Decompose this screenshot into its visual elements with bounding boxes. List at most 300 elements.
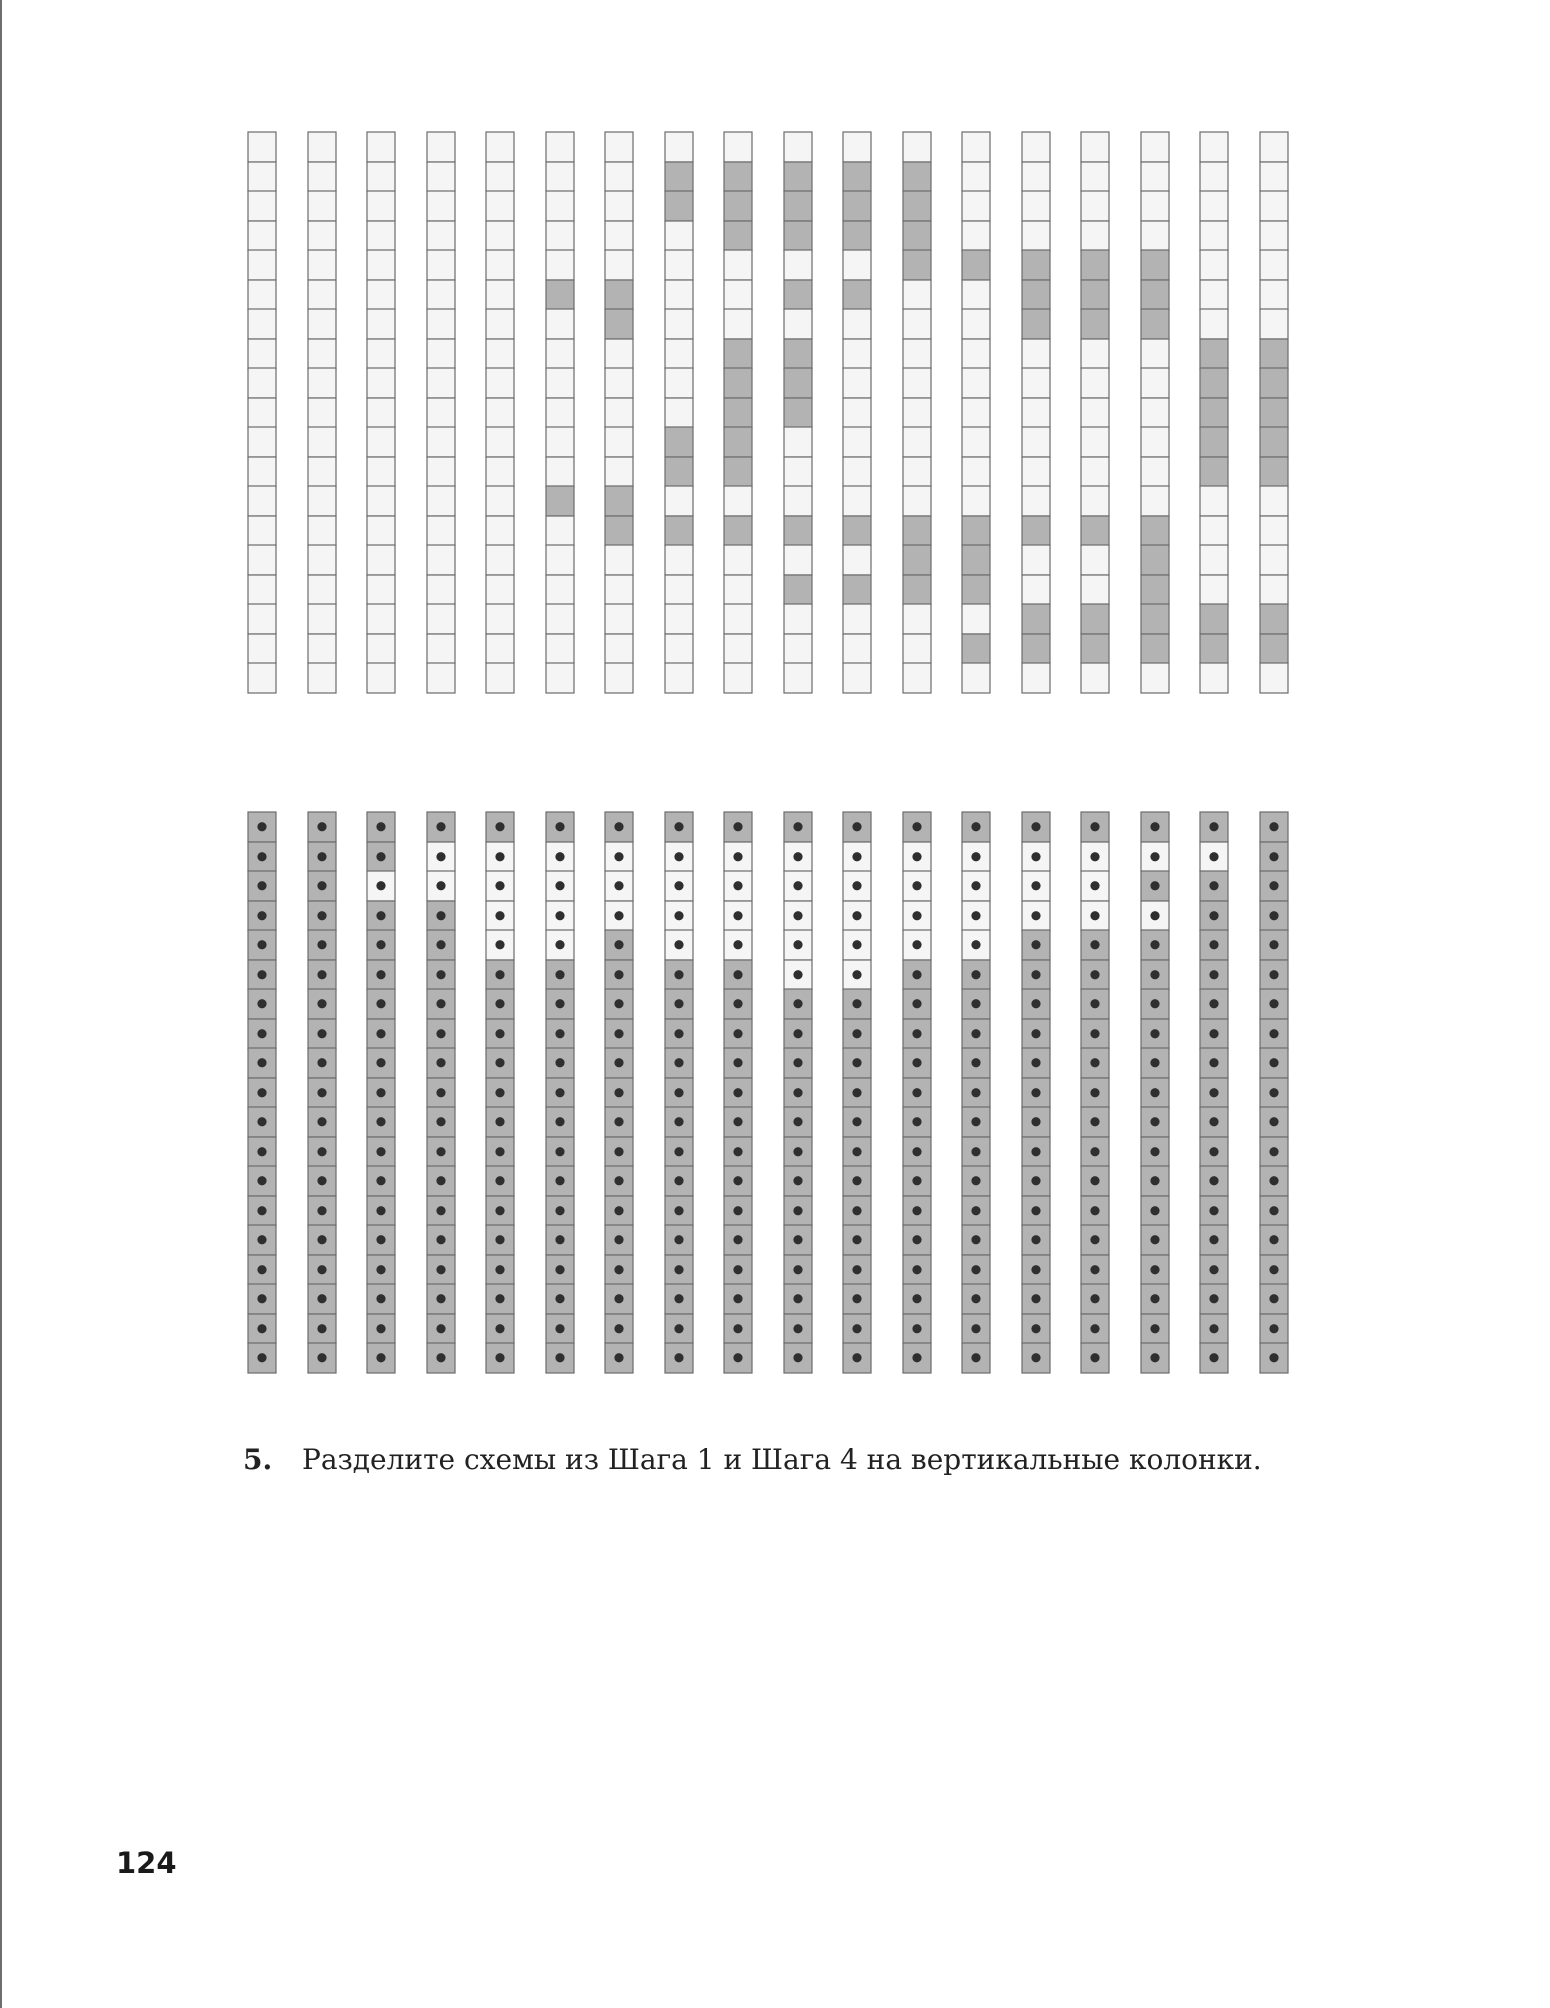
- scheme-cell: [843, 250, 871, 280]
- scheme-cell: [1200, 604, 1228, 634]
- cell-dot: [1090, 881, 1099, 890]
- cell-dot: [1150, 940, 1159, 949]
- cell-dot: [733, 1088, 742, 1097]
- cell-dot: [436, 822, 445, 831]
- scheme-cell: [248, 280, 276, 310]
- cell-dot: [971, 999, 980, 1008]
- scheme-cell: [665, 545, 693, 575]
- scheme-cell: [308, 280, 336, 310]
- scheme-cell: [784, 280, 812, 310]
- scheme-cell: [784, 221, 812, 251]
- cell-dot: [495, 1029, 504, 1038]
- cell-dot: [793, 940, 802, 949]
- cell-dot: [257, 911, 266, 920]
- cell-dot: [555, 999, 564, 1008]
- scheme-cell: [1022, 339, 1050, 369]
- cell-dot: [436, 1353, 445, 1362]
- cell-dot: [495, 881, 504, 890]
- cell-dot: [912, 1117, 921, 1126]
- cell-dot: [1209, 852, 1218, 861]
- scheme_columns_step4-column-18: [1260, 812, 1288, 1373]
- scheme-cell: [427, 398, 455, 428]
- scheme-cell: [724, 162, 752, 192]
- scheme-cell: [843, 339, 871, 369]
- cell-dot: [1150, 1235, 1159, 1244]
- scheme-cell: [962, 427, 990, 457]
- cell-dot: [317, 1235, 326, 1244]
- cell-dot: [495, 1117, 504, 1126]
- cell-dot: [971, 1265, 980, 1274]
- scheme-cell: [784, 604, 812, 634]
- scheme_columns_step4-column-10: [784, 812, 812, 1373]
- scheme-cell: [724, 191, 752, 221]
- cell-dot: [1031, 1235, 1040, 1244]
- scheme-cell: [605, 132, 633, 162]
- cell-dot: [317, 852, 326, 861]
- cell-dot: [971, 1088, 980, 1097]
- scheme-cell: [546, 663, 574, 693]
- cell-dot: [674, 1294, 683, 1303]
- cell-dot: [436, 940, 445, 949]
- cell-dot: [555, 852, 564, 861]
- cell-dot: [317, 999, 326, 1008]
- scheme_columns_step4-column-4: [427, 812, 455, 1373]
- scheme-cell: [784, 398, 812, 428]
- scheme-cell: [903, 427, 931, 457]
- cell-dot: [376, 881, 385, 890]
- scheme-cell: [486, 162, 514, 192]
- scheme-cell: [1200, 309, 1228, 339]
- scheme-cell: [546, 191, 574, 221]
- scheme-cell: [665, 516, 693, 546]
- cell-dot: [852, 1088, 861, 1097]
- cell-dot: [852, 1294, 861, 1303]
- cell-dot: [376, 1147, 385, 1156]
- cell-dot: [555, 1324, 564, 1333]
- scheme-cell: [784, 516, 812, 546]
- scheme-cell: [1141, 309, 1169, 339]
- cell-dot: [674, 881, 683, 890]
- scheme_columns_step4-column-5: [486, 812, 514, 1373]
- cell-dot: [852, 852, 861, 861]
- scheme-cell: [605, 575, 633, 605]
- cell-dot: [733, 822, 742, 831]
- scheme-cell: [1141, 575, 1169, 605]
- cell-dot: [733, 1176, 742, 1185]
- cell-dot: [793, 1294, 802, 1303]
- cell-dot: [1269, 1029, 1278, 1038]
- scheme-cell: [843, 398, 871, 428]
- scheme-cell: [724, 427, 752, 457]
- cell-dot: [1031, 1294, 1040, 1303]
- cell-dot: [1269, 1265, 1278, 1274]
- scheme-cell: [1141, 221, 1169, 251]
- cell-dot: [733, 1117, 742, 1126]
- cell-dot: [1209, 940, 1218, 949]
- cell-dot: [614, 1029, 623, 1038]
- scheme-cell: [1081, 221, 1109, 251]
- cell-dot: [1209, 1147, 1218, 1156]
- scheme-cell: [1260, 162, 1288, 192]
- scheme_columns_step1-column-7: [605, 132, 633, 693]
- cell-dot: [257, 1117, 266, 1126]
- cell-dot: [852, 1206, 861, 1215]
- scheme-cell: [724, 604, 752, 634]
- scheme-cell: [605, 398, 633, 428]
- scheme-cell: [665, 280, 693, 310]
- scheme-cell: [546, 575, 574, 605]
- scheme-cell: [784, 132, 812, 162]
- scheme-cell: [784, 368, 812, 398]
- scheme-cell: [665, 604, 693, 634]
- cell-dot: [971, 1235, 980, 1244]
- scheme-cell: [724, 309, 752, 339]
- scheme-cell: [903, 162, 931, 192]
- cell-dot: [852, 881, 861, 890]
- cell-dot: [436, 1117, 445, 1126]
- scheme-cell: [1081, 457, 1109, 487]
- scheme-cell: [308, 634, 336, 664]
- cell-dot: [733, 1265, 742, 1274]
- cell-dot: [1150, 911, 1159, 920]
- scheme-cell: [605, 663, 633, 693]
- scheme-cell: [1200, 575, 1228, 605]
- cell-dot: [1209, 881, 1218, 890]
- scheme_columns_step1-column-2: [308, 132, 336, 693]
- scheme-cell: [1022, 663, 1050, 693]
- scheme-cell: [427, 663, 455, 693]
- cell-dot: [495, 1265, 504, 1274]
- cell-dot: [1090, 852, 1099, 861]
- cell-dot: [614, 1176, 623, 1185]
- scheme-cell: [308, 162, 336, 192]
- scheme-cell: [308, 427, 336, 457]
- scheme-cell: [665, 162, 693, 192]
- scheme-cell: [1260, 604, 1288, 634]
- scheme-cell: [248, 545, 276, 575]
- scheme-cell: [784, 663, 812, 693]
- cell-dot: [376, 940, 385, 949]
- scheme-cell: [1081, 545, 1109, 575]
- cell-dot: [376, 1324, 385, 1333]
- scheme-cell: [784, 339, 812, 369]
- scheme-cell: [367, 339, 395, 369]
- scheme-cell: [1200, 280, 1228, 310]
- scheme-cell: [784, 427, 812, 457]
- cell-dot: [1031, 911, 1040, 920]
- cell-dot: [1090, 1176, 1099, 1185]
- scheme-cell: [486, 427, 514, 457]
- scheme-cell: [605, 162, 633, 192]
- cell-dot: [436, 1176, 445, 1185]
- cell-dot: [555, 1265, 564, 1274]
- cell-dot: [733, 911, 742, 920]
- cell-dot: [674, 1058, 683, 1067]
- cell-dot: [614, 940, 623, 949]
- cell-dot: [376, 1117, 385, 1126]
- scheme-cell: [1200, 545, 1228, 575]
- scheme-cell: [486, 486, 514, 516]
- cell-dot: [1209, 1088, 1218, 1097]
- scheme-cell: [724, 545, 752, 575]
- cell-dot: [971, 822, 980, 831]
- scheme-cell: [1081, 575, 1109, 605]
- scheme-cell: [367, 427, 395, 457]
- cell-dot: [852, 1176, 861, 1185]
- cell-dot: [1269, 1324, 1278, 1333]
- scheme-cell: [546, 132, 574, 162]
- cell-dot: [436, 1235, 445, 1244]
- scheme-cell: [1141, 250, 1169, 280]
- scheme-cell: [724, 516, 752, 546]
- cell-dot: [555, 1088, 564, 1097]
- cell-dot: [971, 970, 980, 979]
- scheme-cell: [843, 457, 871, 487]
- cell-dot: [614, 999, 623, 1008]
- cell-dot: [1031, 1088, 1040, 1097]
- scheme-cell: [486, 545, 514, 575]
- cell-dot: [971, 852, 980, 861]
- cell-dot: [317, 940, 326, 949]
- cell-dot: [495, 1353, 504, 1362]
- cell-dot: [495, 970, 504, 979]
- scheme-cell: [1200, 132, 1228, 162]
- cell-dot: [1031, 1147, 1040, 1156]
- cell-dot: [1031, 1265, 1040, 1274]
- cell-dot: [971, 940, 980, 949]
- cell-dot: [674, 911, 683, 920]
- cell-dot: [1150, 999, 1159, 1008]
- scheme_columns_step4-column-17: [1200, 812, 1228, 1373]
- scheme-cell: [962, 457, 990, 487]
- scheme-cell: [665, 457, 693, 487]
- cell-dot: [971, 1294, 980, 1303]
- cell-dot: [912, 911, 921, 920]
- cell-dot: [674, 1088, 683, 1097]
- scheme-cell: [308, 457, 336, 487]
- cell-dot: [793, 1206, 802, 1215]
- cell-dot: [614, 1206, 623, 1215]
- scheme-cell: [665, 398, 693, 428]
- cell-dot: [257, 1147, 266, 1156]
- scheme-cell: [962, 132, 990, 162]
- cell-dot: [1269, 852, 1278, 861]
- scheme-cell: [486, 309, 514, 339]
- scheme_columns_step1-column-13: [962, 132, 990, 693]
- scheme-cell: [308, 663, 336, 693]
- scheme-cell: [665, 427, 693, 457]
- scheme-cell: [427, 545, 455, 575]
- scheme-cell: [1260, 339, 1288, 369]
- cell-dot: [971, 1206, 980, 1215]
- scheme-cell: [546, 368, 574, 398]
- scheme-cell: [1260, 132, 1288, 162]
- cell-dot: [733, 1294, 742, 1303]
- cell-dot: [1269, 970, 1278, 979]
- scheme-cell: [665, 309, 693, 339]
- scheme_columns_step1-column-6: [546, 132, 574, 693]
- scheme-cell: [605, 250, 633, 280]
- scheme-cell: [665, 575, 693, 605]
- cell-dot: [257, 1294, 266, 1303]
- scheme-cell: [903, 280, 931, 310]
- scheme-cell: [903, 575, 931, 605]
- scheme-cell: [843, 162, 871, 192]
- scheme-cell: [248, 221, 276, 251]
- cell-dot: [1269, 1088, 1278, 1097]
- cell-dot: [674, 1235, 683, 1244]
- scheme-cell: [308, 339, 336, 369]
- cell-dot: [912, 1324, 921, 1333]
- cell-dot: [495, 1206, 504, 1215]
- scheme-cell: [1081, 280, 1109, 310]
- scheme-cell: [962, 663, 990, 693]
- scheme-cell: [1260, 309, 1288, 339]
- cell-dot: [852, 822, 861, 831]
- scheme-columns-step4-svg: [248, 812, 1318, 1382]
- cell-dot: [733, 999, 742, 1008]
- scheme-cell: [605, 516, 633, 546]
- scheme_columns_step1-column-17: [1200, 132, 1228, 693]
- cell-dot: [912, 1029, 921, 1038]
- cell-dot: [674, 852, 683, 861]
- step-instruction: [243, 1438, 1343, 1482]
- cell-dot: [1269, 1147, 1278, 1156]
- scheme-columns-step1-svg: [248, 132, 1318, 702]
- scheme-cell: [605, 280, 633, 310]
- scheme-cell: [665, 368, 693, 398]
- cell-dot: [436, 1206, 445, 1215]
- cell-dot: [793, 822, 802, 831]
- scheme-cell: [1022, 604, 1050, 634]
- cell-dot: [614, 1088, 623, 1097]
- scheme-cell: [784, 250, 812, 280]
- cell-dot: [495, 911, 504, 920]
- scheme-cell: [665, 191, 693, 221]
- cell-dot: [317, 1353, 326, 1362]
- scheme-cell: [367, 398, 395, 428]
- cell-dot: [555, 1058, 564, 1067]
- scheme-cell: [546, 486, 574, 516]
- cell-dot: [317, 881, 326, 890]
- cell-dot: [674, 822, 683, 831]
- cell-dot: [495, 1058, 504, 1067]
- scheme-cell: [1022, 162, 1050, 192]
- scheme-cell: [1141, 339, 1169, 369]
- scheme-cell: [1081, 132, 1109, 162]
- cell-dot: [733, 1029, 742, 1038]
- scheme-cell: [605, 191, 633, 221]
- cell-dot: [317, 1265, 326, 1274]
- scheme-cell: [248, 427, 276, 457]
- scheme-cell: [248, 575, 276, 605]
- scheme_columns_step4-column-15: [1081, 812, 1109, 1373]
- scheme-cell: [546, 398, 574, 428]
- scheme-cell: [486, 398, 514, 428]
- cell-dot: [1031, 970, 1040, 979]
- scheme-cell: [843, 191, 871, 221]
- scheme-cell: [1022, 250, 1050, 280]
- scheme-cell: [486, 604, 514, 634]
- cell-dot: [257, 1029, 266, 1038]
- cell-dot: [1031, 1029, 1040, 1038]
- scheme-cell: [248, 132, 276, 162]
- scheme-cell: [308, 398, 336, 428]
- scheme-cell: [1260, 280, 1288, 310]
- scheme-cell: [1081, 516, 1109, 546]
- cell-dot: [555, 822, 564, 831]
- scheme-cell: [546, 162, 574, 192]
- scheme-cell: [724, 663, 752, 693]
- cell-dot: [257, 940, 266, 949]
- cell-dot: [1209, 1353, 1218, 1362]
- scheme-cell: [546, 545, 574, 575]
- cell-dot: [376, 970, 385, 979]
- cell-dot: [317, 1147, 326, 1156]
- scheme-cell: [605, 604, 633, 634]
- scheme-cell: [427, 280, 455, 310]
- scheme-cell: [1200, 634, 1228, 664]
- cell-dot: [257, 1088, 266, 1097]
- scheme-cell: [1022, 486, 1050, 516]
- scheme-cell: [1081, 368, 1109, 398]
- scheme-cell: [843, 575, 871, 605]
- page-number: 124: [116, 1846, 177, 1880]
- cell-dot: [1090, 1294, 1099, 1303]
- cell-dot: [852, 999, 861, 1008]
- scheme-cell: [486, 339, 514, 369]
- scheme-cell: [1081, 634, 1109, 664]
- cell-dot: [674, 999, 683, 1008]
- cell-dot: [1269, 1058, 1278, 1067]
- cell-dot: [555, 940, 564, 949]
- scheme-cell: [486, 663, 514, 693]
- cell-dot: [912, 1147, 921, 1156]
- scheme-cell: [248, 634, 276, 664]
- cell-dot: [436, 1029, 445, 1038]
- scheme-cell: [843, 486, 871, 516]
- step-number: 5.: [243, 1443, 273, 1476]
- scheme_columns_step4-column-14: [1022, 812, 1050, 1373]
- scheme-cell: [308, 250, 336, 280]
- cell-dot: [733, 1324, 742, 1333]
- scheme-cell: [1200, 191, 1228, 221]
- scheme-cell: [546, 221, 574, 251]
- cell-dot: [1209, 822, 1218, 831]
- scheme-cell: [1200, 516, 1228, 546]
- scheme-cell: [1022, 545, 1050, 575]
- scheme-cell: [962, 575, 990, 605]
- scheme-cell: [843, 634, 871, 664]
- scheme-cell: [546, 309, 574, 339]
- scheme-cell: [1260, 663, 1288, 693]
- scheme-cell: [367, 604, 395, 634]
- scheme-cell: [486, 191, 514, 221]
- cell-dot: [852, 970, 861, 979]
- cell-dot: [555, 911, 564, 920]
- cell-dot: [614, 911, 623, 920]
- scheme-cell: [1141, 162, 1169, 192]
- cell-dot: [1090, 999, 1099, 1008]
- scheme-cell: [724, 368, 752, 398]
- scheme-cell: [248, 250, 276, 280]
- cell-dot: [614, 1294, 623, 1303]
- cell-dot: [257, 881, 266, 890]
- cell-dot: [1090, 970, 1099, 979]
- cell-dot: [793, 1058, 802, 1067]
- scheme-cell: [1200, 162, 1228, 192]
- cell-dot: [257, 1353, 266, 1362]
